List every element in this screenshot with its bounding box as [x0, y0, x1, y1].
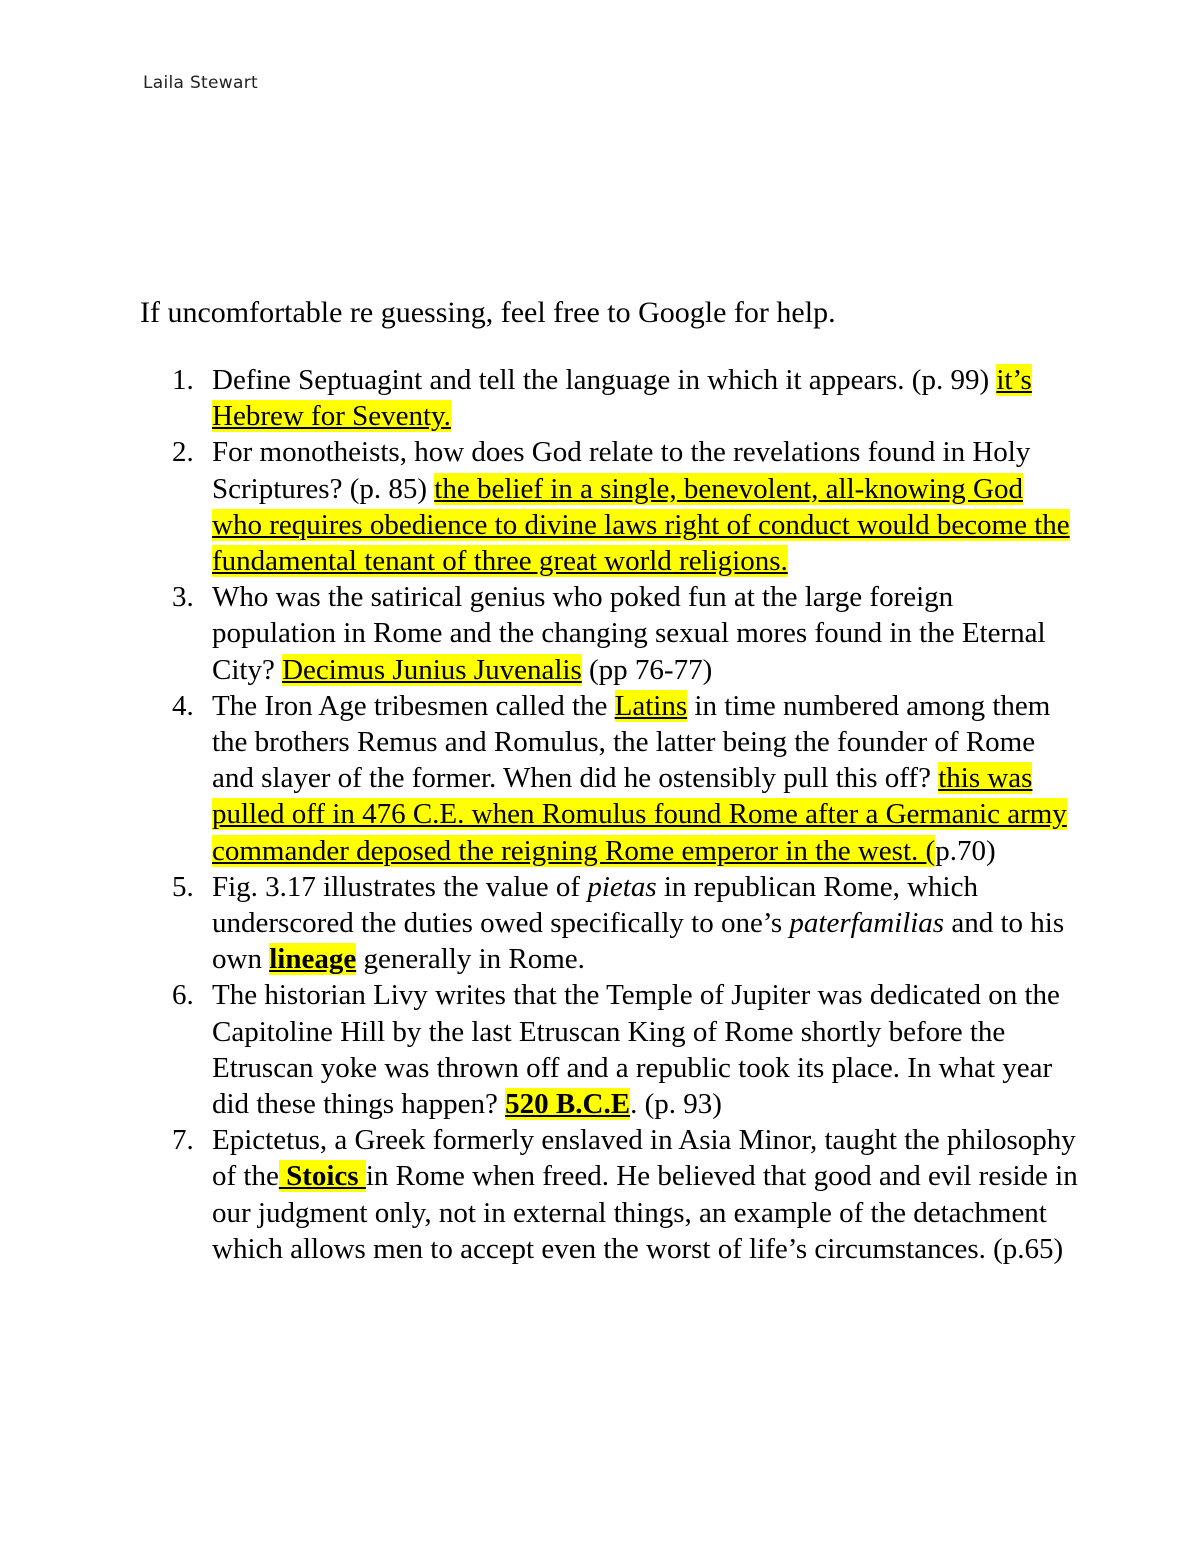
- highlighted-answer: this was pulled off in 476 C.E. when Romulus found Rome after a Germanic army commander deposed the reigning Rome emperor in the west. (: [212, 762, 1067, 867]
- question-number: 5.: [172, 870, 194, 903]
- question-item-6: [140, 977, 1080, 1122]
- author-name-header: Laila Stewart: [143, 73, 258, 93]
- question-item-7: [140, 1122, 1080, 1267]
- highlighted-answer: lineage: [269, 943, 357, 976]
- question-number: 3.: [172, 581, 194, 614]
- page-reference: . (p. 93): [630, 1088, 722, 1121]
- highlighted-answer: it’s Hebrew for Seventy.: [212, 364, 1032, 433]
- question-number: 7.: [172, 1124, 194, 1157]
- question-text: For monotheists, how does God relate to the revelations found in Holy Scriptures? (p. 85): [212, 436, 1031, 505]
- question-text: The Iron Age tribesmen called the: [212, 689, 615, 722]
- question-text-continued: in time numbered among them the brothers Remus and Romulus, the latter being the founder of Rome and slayer of the former. When did he ostensibly pull this off?: [212, 689, 1051, 795]
- question-text-continued-2: and to his own: [212, 907, 1065, 976]
- question-text: Who was the satirical genius who poked fun at the large foreign population in Rome and the changing sexual mores found in the Eternal City?: [212, 581, 1046, 686]
- question-text: Fig. 3.17 illustrates the value of: [212, 870, 588, 903]
- question-item-4: [140, 688, 1080, 869]
- question-text: The historian Livy writes that the Temple of Jupiter was dedicated on the Capitoline Hill by the last Etruscan King of Rome shortly before the Etruscan yoke was thrown off and a republic took its place. In what year did these things happen?: [212, 979, 1060, 1121]
- question-number: 2.: [172, 436, 194, 469]
- highlighted-answer: Stoics: [278, 1160, 366, 1193]
- page-reference: (pp 76-77): [581, 653, 713, 686]
- question-item-1: [140, 362, 1080, 434]
- italic-term-paterfamilias: paterfamilias: [789, 907, 945, 940]
- question-number: 4.: [172, 689, 194, 722]
- highlighted-answer-inline: Latins: [614, 689, 688, 722]
- highlighted-answer: the belief in a single, benevolent, all-knowing God who requires obedience to divine laws right of conduct would become the fundamental tenant of three great world religions.: [212, 472, 1070, 578]
- highlighted-answer: Decimus Junius Juvenalis: [282, 653, 582, 686]
- question-item-3: [140, 579, 1080, 688]
- page-reference: p.70): [935, 834, 996, 867]
- question-item-2: [140, 434, 1080, 579]
- question-text-continued: in Rome when freed. He believed that good and evil reside in our judgment only, not in external things, an example of the detachment which allows men to accept even the worst of life’s circumstances. (p.65): [212, 1160, 1078, 1265]
- italic-term-pietas: pietas: [587, 870, 657, 903]
- instructions-text: If uncomfortable re guessing, feel free to Google for help.: [140, 296, 836, 329]
- question-item-5: [140, 869, 1080, 978]
- question-number: 6.: [172, 979, 194, 1012]
- question-text: Epictetus, a Greek formerly enslaved in Asia Minor, taught the philosophy of the: [212, 1124, 1076, 1193]
- question-number: 1.: [172, 364, 194, 396]
- question-text: Define Septuagint and tell the language in which it appears. (p. 99): [212, 364, 990, 396]
- question-text-end: generally in Rome.: [356, 943, 585, 976]
- question-text-continued: in republican Rome, which underscored the duties owed specifically to one’s: [212, 870, 978, 940]
- highlighted-answer: 520 B.C.E: [505, 1088, 631, 1121]
- question-list: [140, 362, 1080, 1267]
